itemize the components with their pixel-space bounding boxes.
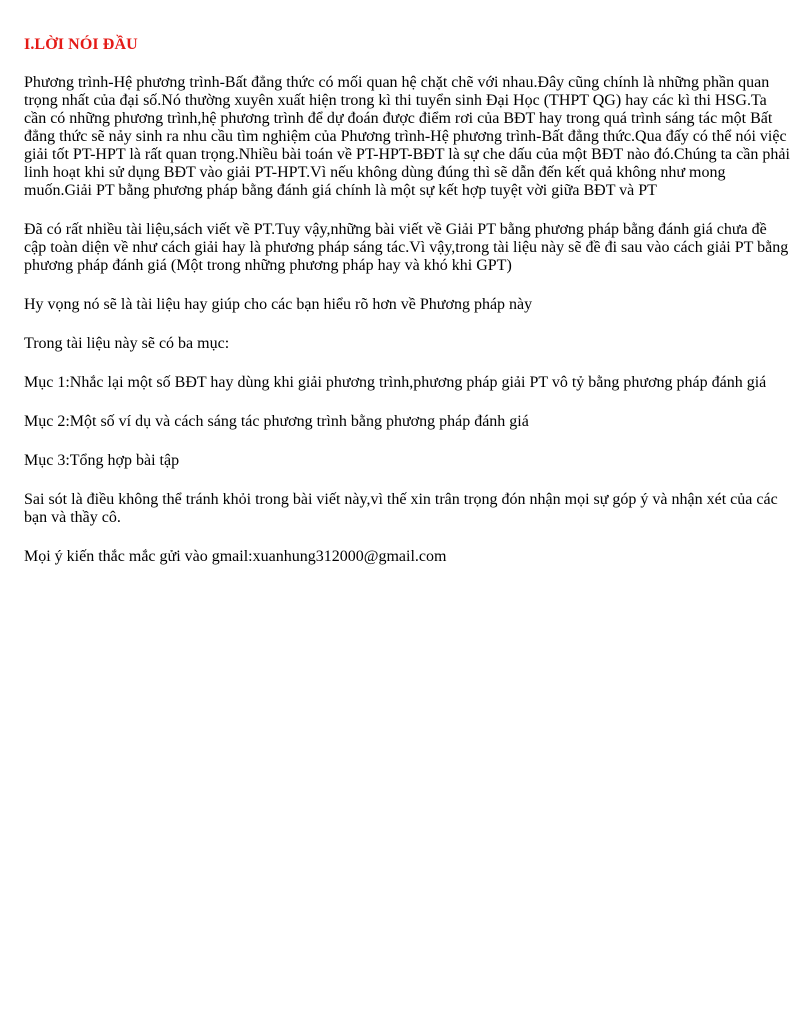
section-heading: I.LỜI NÓI ĐẦU xyxy=(24,36,138,53)
section-3-item: Mục 3:Tổng hợp bài tập xyxy=(24,452,180,469)
intro-paragraph: Phương trình-Hệ phương trình-Bất đẳng thức có mối quan hệ chặt chẽ với nhau.Đây cũng chính là những phần quan trọng nhất của đại số.Nó thường xuyên xuất hiện trong kì thi tuyển sinh Đại Học (THPT QG) hay các kì thi HSG.Ta cần có những phương trình,hệ phương trình để dự đoán được điểm rơi của BĐT hay trong quá trình sáng tác một Bất đẳng thức sẽ nảy sinh ra nhu cầu tìm nghiệm của Phương trình-Hệ phương trình-Bất đẳng thức.Qua đấy có thể nói việc giải tốt PT-HPT là rất quan trọng.Nhiều bài toán về PT-HPT-BĐT là sự che dấu của một BĐT nào đó.Chúng ta cần phải linh hoạt khi sử dụng BĐT vào giải PT-HPT.Vì nếu không dùng đúng thì sẽ dẫn đến kết quả không như mong muốn.Giải PT bằng phương pháp bằng đánh giá chính là một sự kết hợp tuyệt vời giữa BĐT và PT xyxy=(24,74,790,199)
contact-paragraph: Mọi ý kiến thắc mắc gửi vào gmail:xuanhung312000@gmail.com xyxy=(24,548,447,565)
section-2-item: Mục 2:Một số ví dụ và cách sáng tác phương trình bằng phương pháp đánh giá xyxy=(24,413,529,430)
section-1-item: Mục 1:Nhắc lại một số BĐT hay dùng khi giải phương trình,phương pháp giải PT vô tỷ bằng phương pháp đánh giá xyxy=(24,374,767,391)
hope-paragraph: Hy vọng nó sẽ là tài liệu hay giúp cho các bạn hiểu rõ hơn về Phương pháp này xyxy=(24,296,533,313)
feedback-paragraph: Sai sót là điều không thể tránh khỏi trong bài viết này,vì thế xin trân trọng đón nhận mọi sự góp ý và nhận xét của các bạn và thầy cô. xyxy=(24,491,778,526)
document-page xyxy=(24,34,790,587)
motivation-paragraph: Đã có rất nhiều tài liệu,sách viết về PT.Tuy vậy,những bài viết về Giải PT bằng phương pháp bằng đánh giá chưa đề cập toàn diện về như cách giải hay là phương pháp sáng tác.Vì vậy,trong tài liệu này sẽ đề đi sau vào cách giải PT bằng phương pháp đánh giá (Một trong những phương pháp hay và khó khi GPT) xyxy=(24,221,789,274)
sections-intro-paragraph: Trong tài liệu này sẽ có ba mục: xyxy=(24,335,230,352)
